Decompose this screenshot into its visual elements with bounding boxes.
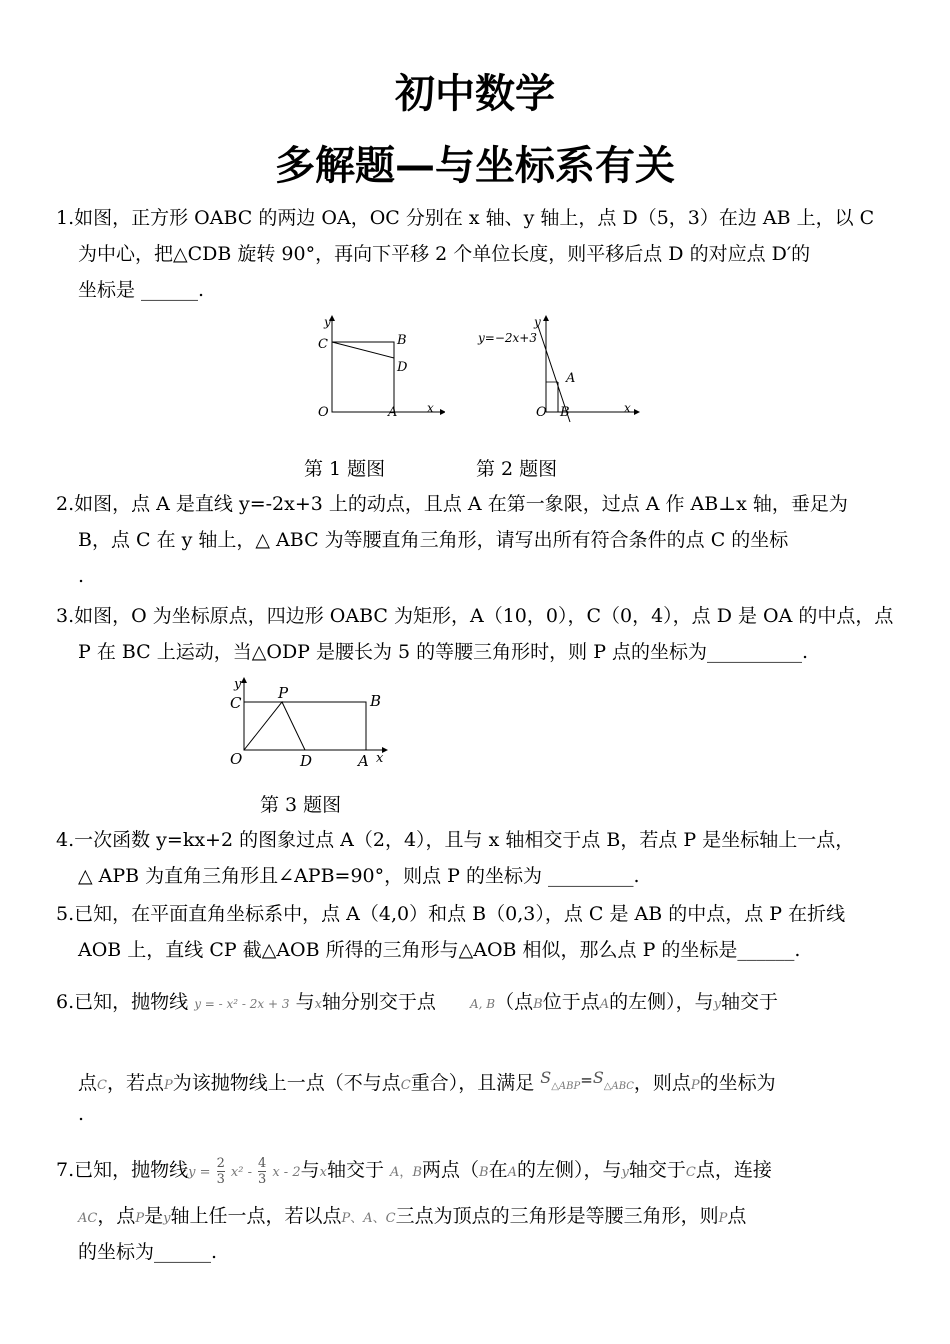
segment-cd: [332, 342, 394, 358]
question-4-line-1: 4.一次函数 y=kx+2 的图象过点 A（2，4），且与 x 轴相交于点 B，若点 P 是坐标轴上一点，: [56, 829, 855, 851]
q7-text-8: 点，连接: [695, 1159, 772, 1181]
q6-text-4: （点: [495, 991, 534, 1013]
question-6: [56, 984, 896, 1132]
x-arrow: [440, 409, 445, 415]
q6-text-3: 轴分别交于点: [321, 991, 436, 1013]
q6-text-6: 的左侧），与: [609, 991, 714, 1013]
q6-equals: =: [580, 1071, 593, 1089]
q6-text-1: 6.已知，抛物线: [56, 991, 189, 1013]
label-a: A: [388, 405, 398, 420]
question-7-line-3: 的坐标为______.: [78, 1241, 218, 1263]
question-2-line-1: 2.如图，点 A 是直线 y=-2x+3 上的动点，且点 A 在第一象限，过点 A 作 AB⊥x 轴，垂足为: [56, 493, 848, 515]
label-y: y: [234, 677, 242, 692]
question-5: [56, 896, 896, 968]
question-1: [56, 200, 896, 308]
rectangle-oabc: [244, 702, 366, 750]
q7-var-c-2: C: [385, 1211, 396, 1226]
question-3: [56, 598, 896, 670]
q7-fraction-1-num: 2: [216, 1155, 225, 1171]
x-arrow: [634, 409, 640, 415]
square-oabc: [332, 342, 394, 412]
q6-var-a: A: [599, 997, 610, 1012]
q6-var-p-2: P: [690, 1078, 700, 1093]
question-5-line-2: AOB 上，直线 CP 截△AOB 所得的三角形与△AOB 相似，那么点 P 的坐标是______.: [78, 939, 801, 961]
label-x: x: [427, 401, 434, 415]
question-1-line-3: 坐标是 ______.: [78, 279, 205, 301]
q6-equation: y = - x² - 2x + 3: [194, 997, 290, 1011]
q7-var-y-2: y: [163, 1211, 171, 1226]
question-2-line-2: B，点 C 在 y 轴上，△ ABC 为等腰直角三角形，请写出所有符合条件的点 C 的坐标: [78, 529, 789, 551]
question-3-line-2: P 在 BC 上运动，当△ODP 是腰长为 5 的等腰三角形时，则 P 点的坐标为__________.: [78, 641, 809, 663]
q7-fraction-1: [217, 1156, 225, 1187]
figure-1: [310, 312, 445, 424]
question-5-line-1: 5.已知，在平面直角坐标系中，点 A（4,0）和点 B（0,3），点 C 是 AB 的中点，点 P 在折线: [56, 903, 846, 925]
q6-points-ab: A, B: [469, 997, 496, 1011]
line-equation: y=−2x+3: [478, 331, 537, 345]
q6-area-s2: S: [592, 1068, 604, 1087]
q7-fraction-1-den: 3: [216, 1171, 225, 1187]
question-7-line-2: [56, 1198, 896, 1234]
q6-var-c: C: [97, 1078, 107, 1093]
y-arrow: [241, 677, 247, 683]
q6-var-b: B: [533, 997, 543, 1012]
q7-fraction-2-den: 3: [258, 1171, 267, 1187]
label-c: C: [230, 694, 242, 712]
q7-fraction-2: [258, 1156, 266, 1187]
question-2-line-3: .: [78, 565, 85, 587]
question-1-line-1: 1.如图，正方形 OABC 的两边 OA，OC 分别在 x 轴、y 轴上，点 D（5，3）在边 AB 上，以 C: [56, 207, 875, 229]
q7-fraction-2-num: 4: [258, 1155, 267, 1171]
q7-var-p-2: P: [341, 1211, 351, 1226]
label-y: y: [324, 315, 331, 329]
q7-var-a: A: [390, 1165, 400, 1180]
y-arrow: [543, 315, 549, 321]
label-p: P: [278, 684, 289, 702]
label-o: O: [318, 405, 329, 420]
q7-eq-y: y =: [188, 1165, 211, 1180]
triangle-odp: [244, 702, 305, 750]
q7-text-6: 的左侧），与: [516, 1159, 622, 1181]
label-b: B: [560, 405, 570, 420]
q7-var-b: B: [412, 1165, 422, 1180]
question-6-line-3: .: [78, 1103, 85, 1125]
q7-text-11: 轴上任一点，若以点: [170, 1205, 342, 1227]
label-x: x: [376, 751, 384, 766]
q6-text-13: 的坐标为: [699, 1072, 776, 1094]
q7-comma: ，: [399, 1165, 413, 1180]
q7-var-x: x: [319, 1165, 327, 1180]
label-a: A: [566, 371, 576, 386]
q7-text-5: 在: [488, 1159, 508, 1181]
q7-text-13: 点: [727, 1205, 747, 1227]
label-c: C: [318, 337, 328, 352]
q7-text-7: 轴交于: [628, 1159, 686, 1181]
q7-text-3: 轴交于: [326, 1159, 384, 1181]
q6-text-8: 点: [78, 1072, 98, 1094]
q7-var-p-3: P: [718, 1211, 728, 1226]
question-6-line-1: [56, 984, 896, 1020]
label-o: O: [536, 405, 547, 420]
question-3-line-1: 3.如图，O 为坐标原点，四边形 OABC 为矩形，A（10，0），C（0，4），点 D 是 OA 的中点，点: [56, 605, 894, 627]
figure-2-caption: 第 2 题图: [476, 458, 558, 480]
label-o: O: [230, 750, 243, 768]
page-title: 初中数学: [395, 71, 555, 117]
q6-text-2: 与: [295, 991, 315, 1013]
question-2: [56, 486, 896, 594]
label-d: D: [397, 360, 408, 375]
figure-2: [474, 312, 640, 424]
q6-text-7: 轴交于: [720, 991, 778, 1013]
label-b: B: [397, 333, 407, 348]
q7-var-p: P: [135, 1211, 145, 1226]
q6-text-11: 重合），且满足: [410, 1072, 535, 1094]
q6-var-y: y: [713, 997, 721, 1012]
q6-var-c-2: C: [400, 1078, 411, 1093]
page-subtitle: 多解题—与坐标系有关: [275, 143, 675, 189]
q6-area-s2-sub: △ABC: [603, 1081, 634, 1092]
q7-text-10: 是: [144, 1205, 164, 1227]
label-x: x: [624, 401, 631, 415]
q6-text-12: ，则点: [633, 1072, 691, 1094]
label-b: B: [370, 692, 382, 710]
q7-var-y: y: [621, 1165, 629, 1180]
q6-area-s1: S: [540, 1068, 552, 1087]
q7-text-12: 三点为顶点的三角形是等腰三角形，则: [395, 1205, 719, 1227]
question-1-line-2: 为中心，把△CDB 旋转 90°，再向下平移 2 个单位长度，则平移后点 D 的对应点 D′的: [78, 243, 811, 265]
q6-text-5: 位于点: [542, 991, 600, 1013]
q7-sep-1: 、: [350, 1211, 364, 1226]
q7-eq-x2: x² -: [230, 1165, 252, 1180]
q7-var-c: C: [685, 1165, 696, 1180]
q7-text-4: 两点（: [422, 1159, 480, 1181]
q6-text-9: ，若点: [106, 1072, 164, 1094]
figure-1-caption: 第 1 题图: [304, 458, 386, 480]
label-d: D: [300, 752, 313, 770]
question-4-line-2: △ APB 为直角三角形且∠APB=90°，则点 P 的坐标为 _________.: [78, 865, 640, 887]
q6-var-p: P: [163, 1078, 173, 1093]
q7-var-ac: AC: [78, 1211, 98, 1226]
q7-text-9: ，点: [97, 1205, 136, 1227]
q6-text-10: 为该抛物线上一点（不与点: [172, 1072, 401, 1094]
question-6-line-2: [56, 1060, 896, 1096]
q6-var-x: x: [314, 997, 322, 1012]
q7-text-1: 7.已知，抛物线: [56, 1159, 189, 1181]
label-a: A: [358, 752, 369, 770]
q7-var-b-2: B: [479, 1165, 489, 1180]
question-7: [56, 1152, 896, 1270]
q7-var-a-2: A: [507, 1165, 517, 1180]
figure-3-caption: 第 3 题图: [260, 794, 342, 816]
q7-sep-2: 、: [372, 1211, 386, 1226]
q7-text-2: 与: [300, 1159, 320, 1181]
label-y: y: [534, 315, 541, 329]
question-7-line-1: [56, 1152, 896, 1198]
figure-3: [222, 674, 392, 774]
question-4: [56, 822, 896, 894]
q7-var-a-3: A: [363, 1211, 373, 1226]
q7-eq-tail: x - 2: [272, 1165, 301, 1180]
q6-area-s1-sub: △ABP: [551, 1081, 581, 1092]
